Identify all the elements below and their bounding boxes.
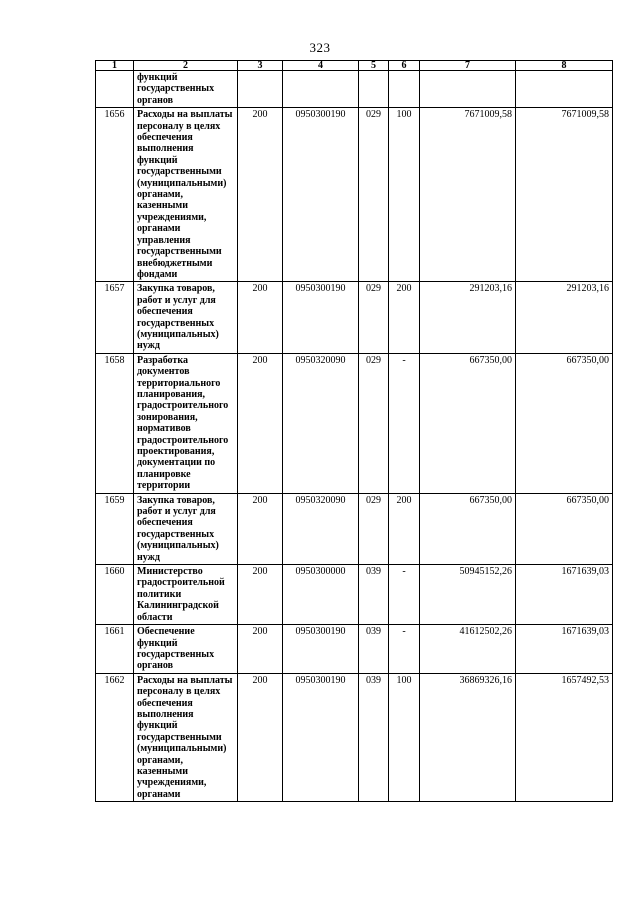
cell-col6: 200 [389,282,420,353]
cell-col6: - [389,353,420,493]
cell-col4: 0950300000 [283,565,359,625]
table-row [96,673,613,801]
row-name: Разработка документов территориального планирования, градостроительного зонирования, нормативов градостроительного проектирования, документации по планировке территории [134,353,238,493]
table-row [96,282,613,353]
cell-col8: 1657492,53 [516,673,613,801]
row-number [96,71,134,108]
cell-col7: 41612502,26 [420,625,516,674]
cell-col3: 200 [238,625,283,674]
cell-col8: 667350,00 [516,353,613,493]
cell-col4: 0950300190 [283,108,359,282]
cell-col6: 100 [389,673,420,801]
cell-col6: 200 [389,493,420,564]
cell-col7: 7671009,58 [420,108,516,282]
cell-col7: 36869326,16 [420,673,516,801]
cell-col4: 0950300190 [283,625,359,674]
cell-col4 [283,71,359,108]
column-header: 2 [134,61,238,71]
cell-col7 [420,71,516,108]
cell-col3: 200 [238,565,283,625]
row-name: Обеспечение функций государственных органов [134,625,238,674]
cell-col7: 291203,16 [420,282,516,353]
row-number: 1656 [96,108,134,282]
table-row [96,71,613,108]
header-row [96,61,613,71]
column-header: 5 [359,61,389,71]
cell-col5: 029 [359,108,389,282]
row-name: Расходы на выплаты персоналу в целях обеспечения выполнения функций государственными (муниципальными) органами, казенными учреждениями, органами [134,673,238,801]
cell-col6: - [389,625,420,674]
row-number: 1660 [96,565,134,625]
table-row [96,625,613,674]
cell-col4: 0950320090 [283,353,359,493]
row-number: 1662 [96,673,134,801]
cell-col7: 667350,00 [420,353,516,493]
row-name: функций государственных органов [134,71,238,108]
cell-col4: 0950300190 [283,282,359,353]
cell-col7: 50945152,26 [420,565,516,625]
budget-table [95,60,613,802]
cell-col8 [516,71,613,108]
table-row [96,493,613,564]
cell-col5 [359,71,389,108]
cell-col3: 200 [238,108,283,282]
page-number: 323 [309,40,331,55]
cell-col6 [389,71,420,108]
column-header: 6 [389,61,420,71]
cell-col3: 200 [238,673,283,801]
cell-col4: 0950320090 [283,493,359,564]
cell-col8: 7671009,58 [516,108,613,282]
row-name: Закупка товаров, работ и услуг для обеспечения государственных (муниципальных) нужд [134,493,238,564]
column-header: 7 [420,61,516,71]
row-name: Министерство градостроительной политики Калининградской области [134,565,238,625]
cell-col3: 200 [238,282,283,353]
table-row [96,353,613,493]
row-number: 1658 [96,353,134,493]
column-header: 3 [238,61,283,71]
cell-col8: 1671639,03 [516,625,613,674]
cell-col5: 039 [359,625,389,674]
cell-col8: 291203,16 [516,282,613,353]
cell-col8: 1671639,03 [516,565,613,625]
cell-col6: 100 [389,108,420,282]
row-name: Расходы на выплаты персоналу в целях обеспечения выполнения функций государственными (муниципальными) органами, казенными учреждениями, органами управления государственными внебюджетными фондами [134,108,238,282]
cell-col7: 667350,00 [420,493,516,564]
cell-col3 [238,71,283,108]
column-header: 8 [516,61,613,71]
cell-col5: 029 [359,353,389,493]
row-number: 1657 [96,282,134,353]
cell-col4: 0950300190 [283,673,359,801]
cell-col5: 029 [359,493,389,564]
cell-col5: 039 [359,673,389,801]
table-row [96,565,613,625]
cell-col8: 667350,00 [516,493,613,564]
table-row [96,108,613,282]
column-header: 4 [283,61,359,71]
row-name: Закупка товаров, работ и услуг для обеспечения государственных (муниципальных) нужд [134,282,238,353]
cell-col5: 039 [359,565,389,625]
cell-col6: - [389,565,420,625]
cell-col5: 029 [359,282,389,353]
row-number: 1659 [96,493,134,564]
cell-col3: 200 [238,493,283,564]
row-number: 1661 [96,625,134,674]
column-header: 1 [96,61,134,71]
cell-col3: 200 [238,353,283,493]
